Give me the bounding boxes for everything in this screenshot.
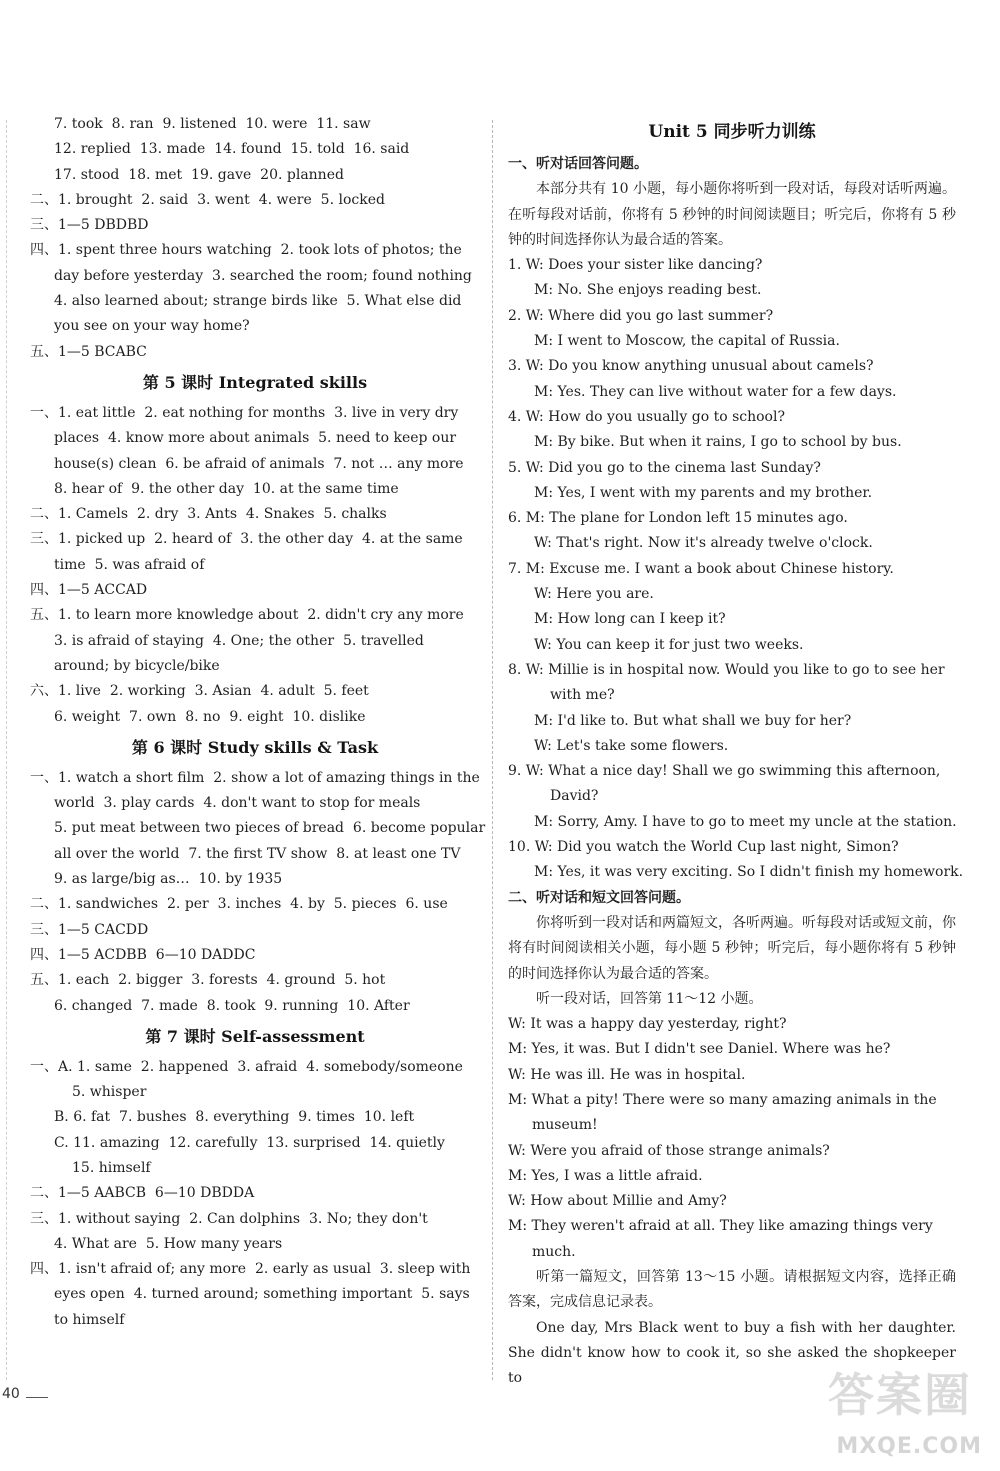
dialogue-line: M: They weren't afraid at all. They like amazing things very	[508, 1218, 933, 1235]
answer-line: 6. changed 7. made 8. took 9. running 10. After	[54, 997, 410, 1014]
dialogue-line: W: How about Millie and Amy?	[508, 1193, 727, 1210]
answer-line: 二、1. sandwiches 2. per 3. inches 4. by 5. pieces 6. use	[30, 896, 448, 913]
answers-block-b	[30, 401, 480, 730]
answer-line: 六、1. live 2. working 3. Asian 4. adult 5. feet	[30, 683, 369, 700]
answers-block-d	[30, 1055, 480, 1333]
left-column	[30, 112, 486, 1333]
answer-line: 五、1. to learn more knowledge about 2. didn't cry any more	[30, 607, 464, 624]
page-number-dash	[26, 1397, 48, 1398]
answer-line: 二、1. Camels 2. dry 3. Ants 4. Snakes 5. chalks	[30, 506, 387, 523]
watermark-logo: 答案圈	[828, 1368, 972, 1422]
part-1-title: 一、听对话回答问题。	[508, 156, 648, 172]
dialogue-line: David?	[550, 788, 599, 805]
left-margin-rule	[6, 120, 7, 1380]
lesson-6-heading: 第 6 课时 Study skills & Task	[131, 737, 379, 757]
unit-title: Unit 5 同步听力训练	[648, 122, 816, 142]
answer-line: 五、1—5 BCABC	[30, 343, 147, 360]
dialogue-line: with me?	[550, 687, 615, 704]
answer-line: C. 11. amazing 12. carefully 13. surprised 14. quietly	[54, 1134, 445, 1151]
answer-line: 五、1. each 2. bigger 3. forests 4. ground 5. hot	[30, 972, 386, 989]
answer-line: 三、1. without saying 2. Can dolphins 3. No; they don't	[30, 1210, 428, 1227]
answer-line: places 4. know more about animals 5. need to keep our	[54, 430, 457, 447]
dialogue-line: M: Yes, it was. But I didn't see Daniel. Where was he?	[508, 1041, 891, 1058]
lesson-7-heading: 第 7 课时 Self-assessment	[145, 1026, 365, 1046]
dialogue-line: much.	[532, 1243, 576, 1260]
answers-block-a	[30, 112, 480, 365]
dialogue-line: M: Yes, it was very exciting. So I didn't finish my homework.	[534, 864, 964, 881]
dialogue-line: M: What a pity! There were so many amazing animals in the	[508, 1091, 937, 1108]
dialogue-line: W: You can keep it for just two weeks.	[534, 636, 804, 653]
answer-line: 二、1. brought 2. said 3. went 4. were 5. locked	[30, 191, 385, 208]
passage-intro: 听第一篇短文，回答第 13～15 小题。请根据短文内容，选择正确答案，完成信息记录表。	[508, 1269, 956, 1311]
dialogue-line: M: Yes, I was a little afraid.	[508, 1167, 703, 1184]
answer-line: time 5. was afraid of	[54, 556, 205, 573]
answer-line: B. 6. fat 7. bushes 8. everything 9. times 10. left	[54, 1109, 415, 1126]
dialogue-line: M: Yes. They can live without water for a few days.	[534, 383, 897, 400]
dialogue-line: 2. W: Where did you go last summer?	[508, 307, 774, 324]
dialogue-line: 6. M: The plane for London left 15 minutes ago.	[508, 510, 848, 527]
answer-line: 4. also learned about; strange birds like 5. What else did	[54, 293, 462, 310]
answer-line: to himself	[54, 1311, 125, 1328]
dialogue-line: W: He was ill. He was in hospital.	[508, 1066, 746, 1083]
lesson-5-heading: 第 5 课时 Integrated skills	[142, 372, 368, 392]
watermark-site: MXQE.COM	[836, 1434, 982, 1459]
answer-line: 15. himself	[72, 1159, 151, 1176]
answer-line: 二、1—5 AABCB 6—10 DBDDA	[30, 1185, 255, 1202]
column-divider	[492, 120, 493, 1380]
answer-line: eyes open 4. turned around; something important 5. says	[54, 1286, 470, 1303]
answer-line: 一、A. 1. same 2. happened 3. afraid 4. somebody/someone	[30, 1058, 463, 1075]
answer-line: 一、1. eat little 2. eat nothing for months 3. live in very dry	[30, 404, 459, 421]
answer-line: all over the world 7. the first TV show 8. at least one TV	[54, 845, 461, 862]
answer-line: 3. is afraid of staying 4. One; the other 5. travelled	[54, 632, 424, 649]
dialogue-line: W: It was a happy day yesterday, right?	[508, 1016, 787, 1033]
answer-line: around; by bicycle/bike	[54, 657, 220, 674]
dialogue-line: M: By bike. But when it rains, I go to school by bus.	[534, 434, 902, 451]
dialogue-line: M: No. She enjoys reading best.	[534, 282, 762, 299]
dialogue-line: 10. W: Did you watch the World Cup last night, Simon?	[508, 839, 899, 856]
part-2-title: 二、听对话和短文回答问题。	[508, 889, 690, 906]
answer-line: 12. replied 13. made 14. found 15. told 16. said	[54, 141, 410, 158]
answer-line: world 3. play cards 4. don't want to stop for meals	[54, 795, 421, 812]
dialogue-line: 7. M: Excuse me. I want a book about Chinese history.	[508, 560, 894, 577]
dialogue-line: M: I went to Moscow, the capital of Russia.	[534, 333, 840, 350]
dialogue-line: 9. W: What a nice day! Shall we go swimming this afternoon,	[508, 763, 941, 780]
answer-line: 4. What are 5. How many years	[54, 1235, 283, 1252]
answer-line: 一、1. watch a short film 2. show a lot of amazing things in the	[30, 769, 480, 786]
dialogue-line: W: Were you afraid of those strange animals?	[508, 1142, 830, 1159]
answer-line: 6. weight 7. own 8. no 9. eight 10. dislike	[54, 708, 366, 725]
dialogue-line: M: Yes, I went with my parents and my brother.	[534, 484, 873, 501]
dialogue-line: W: Let's take some flowers.	[534, 737, 729, 754]
answer-line: 四、1—5 ACDBB 6—10 DADDC	[30, 946, 256, 963]
answer-line: 三、1. picked up 2. heard of 3. the other day 4. at the same	[30, 531, 463, 548]
answer-line: 7. took 8. ran 9. listened 10. were 11. saw	[54, 116, 371, 132]
answer-line: 8. hear of 9. the other day 10. at the same time	[54, 480, 399, 497]
part-1-dialogues	[508, 253, 964, 885]
part-2-dialogue	[508, 1012, 956, 1265]
dialogue-line: 3. W: Do you know anything unusual about camels?	[508, 358, 874, 375]
dialogue-line: W: Here you are.	[534, 586, 654, 603]
answer-line: house(s) clean 6. be afraid of animals 7. not … any more	[54, 455, 464, 472]
part-2-intro: 你将听到一段对话和两篇短文，各听两遍。听每段对话或短文前，你将有时间阅读相关小题，每小题 5 秒钟；听完后，每小题你将有 5 秒钟的时间选择你认为最合适的答案。	[508, 914, 956, 982]
dialogue-line: 8. W: Millie is in hospital now. Would you like to go to see her	[508, 661, 945, 678]
answer-line: 四、1. isn't afraid of; any more 2. early as usual 3. sleep with	[30, 1261, 471, 1278]
part-1-intro: 本部分共有 10 小题，每小题你将听到一段对话，每段对话听两遍。在听每段对话前，你将有 5 秒钟的时间阅读题目；听完后，你将有 5 秒钟的时间选择你认为最合适的答案。	[508, 181, 956, 248]
answer-line: 三、1—5 DBDBD	[30, 217, 149, 234]
answer-line: 四、1. spent three hours watching 2. took lots of photos; the	[30, 242, 462, 259]
dialogue-line: M: I'd like to. But what shall we buy for her?	[534, 712, 852, 729]
dialogue-line: 1. W: Does your sister like dancing?	[508, 257, 763, 274]
dialogue-line: 4. W: How do you usually go to school?	[508, 408, 785, 425]
right-column	[508, 112, 964, 1392]
dialogue-line: 5. W: Did you go to the cinema last Sunday?	[508, 459, 821, 476]
answer-line: 17. stood 18. met 19. gave 20. planned	[54, 166, 344, 183]
answer-line: you see on your way home?	[54, 318, 250, 335]
dialogue-line: W: That's right. Now it's already twelve o'clock.	[534, 535, 873, 552]
dialogue-line: M: Sorry, Amy. I have to go to meet my uncle at the station.	[534, 813, 957, 830]
answer-line: 5. put meat between two pieces of bread 6. become popular	[54, 820, 486, 837]
dialogue-line: museum!	[532, 1117, 598, 1134]
part-2-subtitle: 听一段对话，回答第 11～12 小题。	[536, 990, 763, 1007]
answer-line: 5. whisper	[72, 1084, 147, 1101]
answers-block-c	[30, 766, 486, 1019]
page-number: 40	[2, 1386, 20, 1402]
answer-line: 9. as large/big as… 10. by 1935	[54, 871, 283, 888]
answer-line: day before yesterday 3. searched the room; found nothing	[54, 267, 472, 284]
passage-text: One day, Mrs Black went to buy a fish with her daughter. She didn't know how to cook it, so she asked the shopkeeper to	[508, 1319, 956, 1387]
site-watermark	[782, 1353, 982, 1463]
answer-line: 三、1—5 CACDD	[30, 921, 149, 938]
dialogue-line: M: How long can I keep it?	[534, 611, 726, 628]
answer-line: 四、1—5 ACCAD	[30, 582, 148, 599]
